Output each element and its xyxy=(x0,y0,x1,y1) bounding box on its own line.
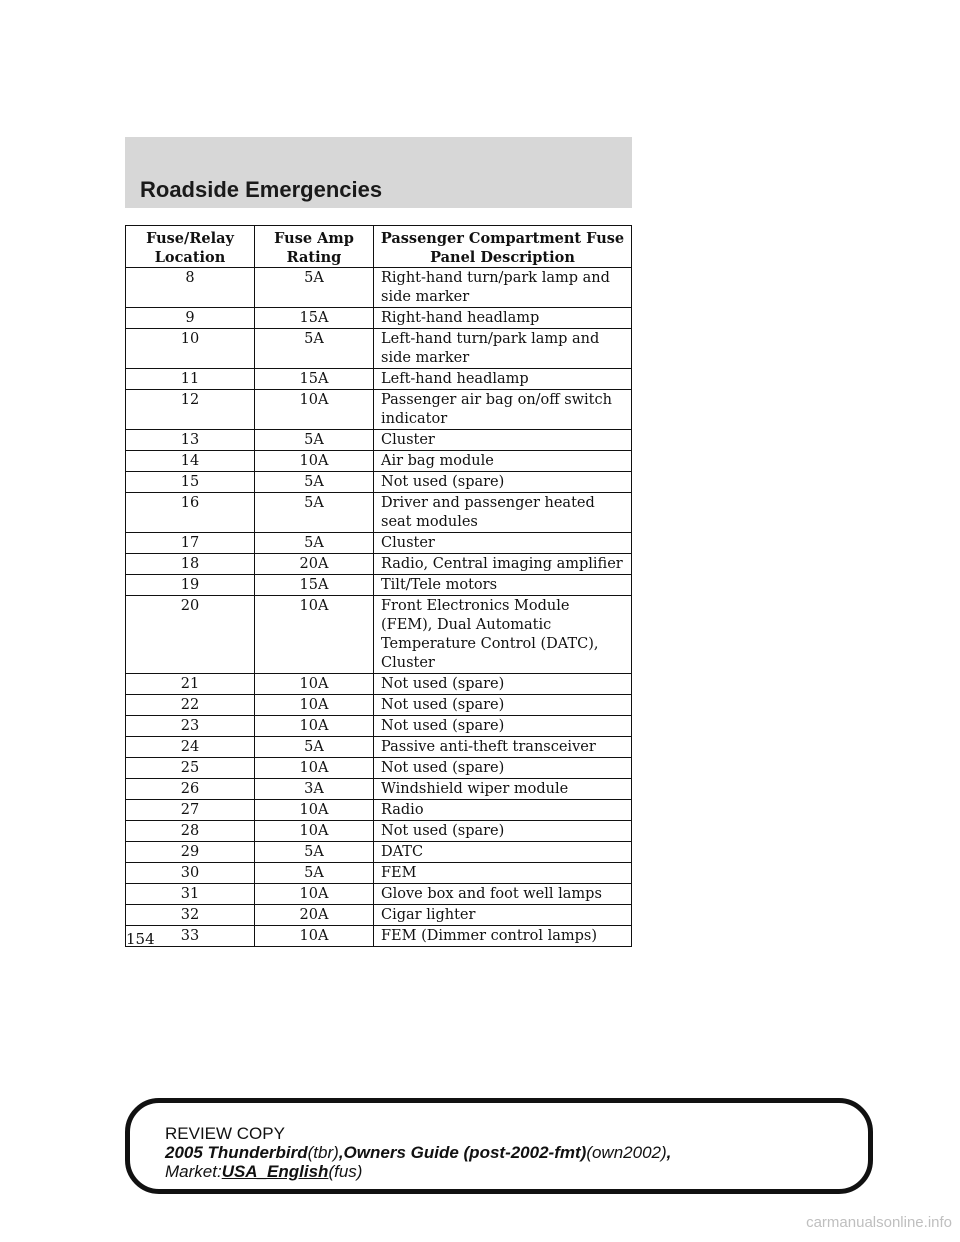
cell-description: Radio, Central imaging amplifier xyxy=(374,554,632,575)
cell-amp-rating: 10A xyxy=(255,821,374,842)
cell-amp-rating: 10A xyxy=(255,674,374,695)
cell-location: 26 xyxy=(126,779,255,800)
cell-location: 10 xyxy=(126,329,255,369)
table-row xyxy=(126,758,632,779)
table-row xyxy=(126,674,632,695)
cell-description: DATC xyxy=(374,842,632,863)
cell-description: Windshield wiper module xyxy=(374,779,632,800)
review-copy-market-line: Market:USA_English(fus) xyxy=(165,1162,363,1181)
table-row xyxy=(126,905,632,926)
cell-location: 20 xyxy=(126,596,255,674)
page-number: 154 xyxy=(126,930,155,948)
table-header-row xyxy=(126,226,632,268)
cell-location: 11 xyxy=(126,369,255,390)
cell-amp-rating: 10A xyxy=(255,695,374,716)
cell-amp-rating: 10A xyxy=(255,884,374,905)
table-row xyxy=(126,884,632,905)
cell-description: FEM xyxy=(374,863,632,884)
cell-description: Right-hand headlamp xyxy=(374,308,632,329)
table-row xyxy=(126,308,632,329)
cell-location: 27 xyxy=(126,800,255,821)
table-row xyxy=(126,779,632,800)
cell-amp-rating: 5A xyxy=(255,329,374,369)
table-row xyxy=(126,554,632,575)
table-row xyxy=(126,575,632,596)
review-copy-document-line: 2005 Thunderbird(tbr),Owners Guide (post-2002-fmt)(own2002), xyxy=(165,1143,672,1162)
cell-description: Passive anti-theft transceiver xyxy=(374,737,632,758)
cell-description: Not used (spare) xyxy=(374,758,632,779)
cell-description: Right-hand turn/park lamp and side marker xyxy=(374,268,632,308)
cell-amp-rating: 5A xyxy=(255,533,374,554)
table-row xyxy=(126,451,632,472)
cell-description: Not used (spare) xyxy=(374,472,632,493)
cell-description: Not used (spare) xyxy=(374,695,632,716)
cell-location: 18 xyxy=(126,554,255,575)
column-header-description: Passenger Compartment Fuse Panel Description xyxy=(374,226,632,268)
review-copy-text xyxy=(165,1124,671,1181)
column-header-amp-rating: Fuse Amp Rating xyxy=(255,226,374,268)
cell-description: Front Electronics Module (FEM), Dual Automatic Temperature Control (DATC), Cluster xyxy=(374,596,632,674)
cell-amp-rating: 5A xyxy=(255,842,374,863)
table-row xyxy=(126,268,632,308)
cell-amp-rating: 5A xyxy=(255,737,374,758)
table-row xyxy=(126,716,632,737)
table-row xyxy=(126,596,632,674)
table-row xyxy=(126,695,632,716)
cell-amp-rating: 15A xyxy=(255,308,374,329)
table-row xyxy=(126,821,632,842)
cell-description: Passenger air bag on/off switch indicator xyxy=(374,390,632,430)
cell-location: 9 xyxy=(126,308,255,329)
cell-location: 13 xyxy=(126,430,255,451)
cell-description: Not used (spare) xyxy=(374,674,632,695)
cell-amp-rating: 10A xyxy=(255,716,374,737)
cell-location: 28 xyxy=(126,821,255,842)
cell-amp-rating: 20A xyxy=(255,554,374,575)
cell-amp-rating: 5A xyxy=(255,472,374,493)
cell-amp-rating: 10A xyxy=(255,800,374,821)
cell-description: FEM (Dimmer control lamps) xyxy=(374,926,632,947)
cell-description: Radio xyxy=(374,800,632,821)
cell-amp-rating: 5A xyxy=(255,863,374,884)
cell-amp-rating: 15A xyxy=(255,369,374,390)
cell-location: 22 xyxy=(126,695,255,716)
cell-location: 17 xyxy=(126,533,255,554)
cell-location: 19 xyxy=(126,575,255,596)
cell-location: 14 xyxy=(126,451,255,472)
cell-description: Left-hand turn/park lamp and side marker xyxy=(374,329,632,369)
cell-location: 8 xyxy=(126,268,255,308)
cell-description: Left-hand headlamp xyxy=(374,369,632,390)
cell-amp-rating: 20A xyxy=(255,905,374,926)
table-row xyxy=(126,390,632,430)
table-row xyxy=(126,863,632,884)
table-row xyxy=(126,472,632,493)
cell-location: 31 xyxy=(126,884,255,905)
cell-location: 21 xyxy=(126,674,255,695)
cell-location: 29 xyxy=(126,842,255,863)
cell-amp-rating: 5A xyxy=(255,430,374,451)
table-row xyxy=(126,329,632,369)
cell-amp-rating: 10A xyxy=(255,451,374,472)
cell-description: Glove box and foot well lamps xyxy=(374,884,632,905)
cell-location: 25 xyxy=(126,758,255,779)
table-row xyxy=(126,533,632,554)
cell-amp-rating: 10A xyxy=(255,758,374,779)
cell-description: Cluster xyxy=(374,430,632,451)
cell-location: 12 xyxy=(126,390,255,430)
cell-location: 33 xyxy=(126,926,255,947)
fuse-table xyxy=(125,225,632,947)
cell-location: 16 xyxy=(126,493,255,533)
table-row xyxy=(126,842,632,863)
table-row xyxy=(126,493,632,533)
cell-amp-rating: 10A xyxy=(255,926,374,947)
cell-amp-rating: 3A xyxy=(255,779,374,800)
cell-amp-rating: 5A xyxy=(255,493,374,533)
cell-description: Cluster xyxy=(374,533,632,554)
cell-description: Not used (spare) xyxy=(374,821,632,842)
site-watermark: carmanualsonline.info xyxy=(806,1214,952,1231)
cell-description: Driver and passenger heated seat modules xyxy=(374,493,632,533)
column-header-location: Fuse/Relay Location xyxy=(126,226,255,268)
cell-description: Cigar lighter xyxy=(374,905,632,926)
cell-location: 30 xyxy=(126,863,255,884)
review-copy-label: REVIEW COPY xyxy=(165,1124,285,1143)
cell-location: 32 xyxy=(126,905,255,926)
table-row xyxy=(126,926,632,947)
table-row xyxy=(126,430,632,451)
cell-amp-rating: 10A xyxy=(255,390,374,430)
cell-amp-rating: 5A xyxy=(255,268,374,308)
cell-description: Not used (spare) xyxy=(374,716,632,737)
cell-description: Tilt/Tele motors xyxy=(374,575,632,596)
section-title: Roadside Emergencies xyxy=(140,177,383,202)
table-row xyxy=(126,737,632,758)
cell-description: Air bag module xyxy=(374,451,632,472)
cell-location: 23 xyxy=(126,716,255,737)
cell-amp-rating: 10A xyxy=(255,596,374,674)
table-row xyxy=(126,369,632,390)
cell-location: 24 xyxy=(126,737,255,758)
cell-amp-rating: 15A xyxy=(255,575,374,596)
cell-location: 15 xyxy=(126,472,255,493)
table-row xyxy=(126,800,632,821)
